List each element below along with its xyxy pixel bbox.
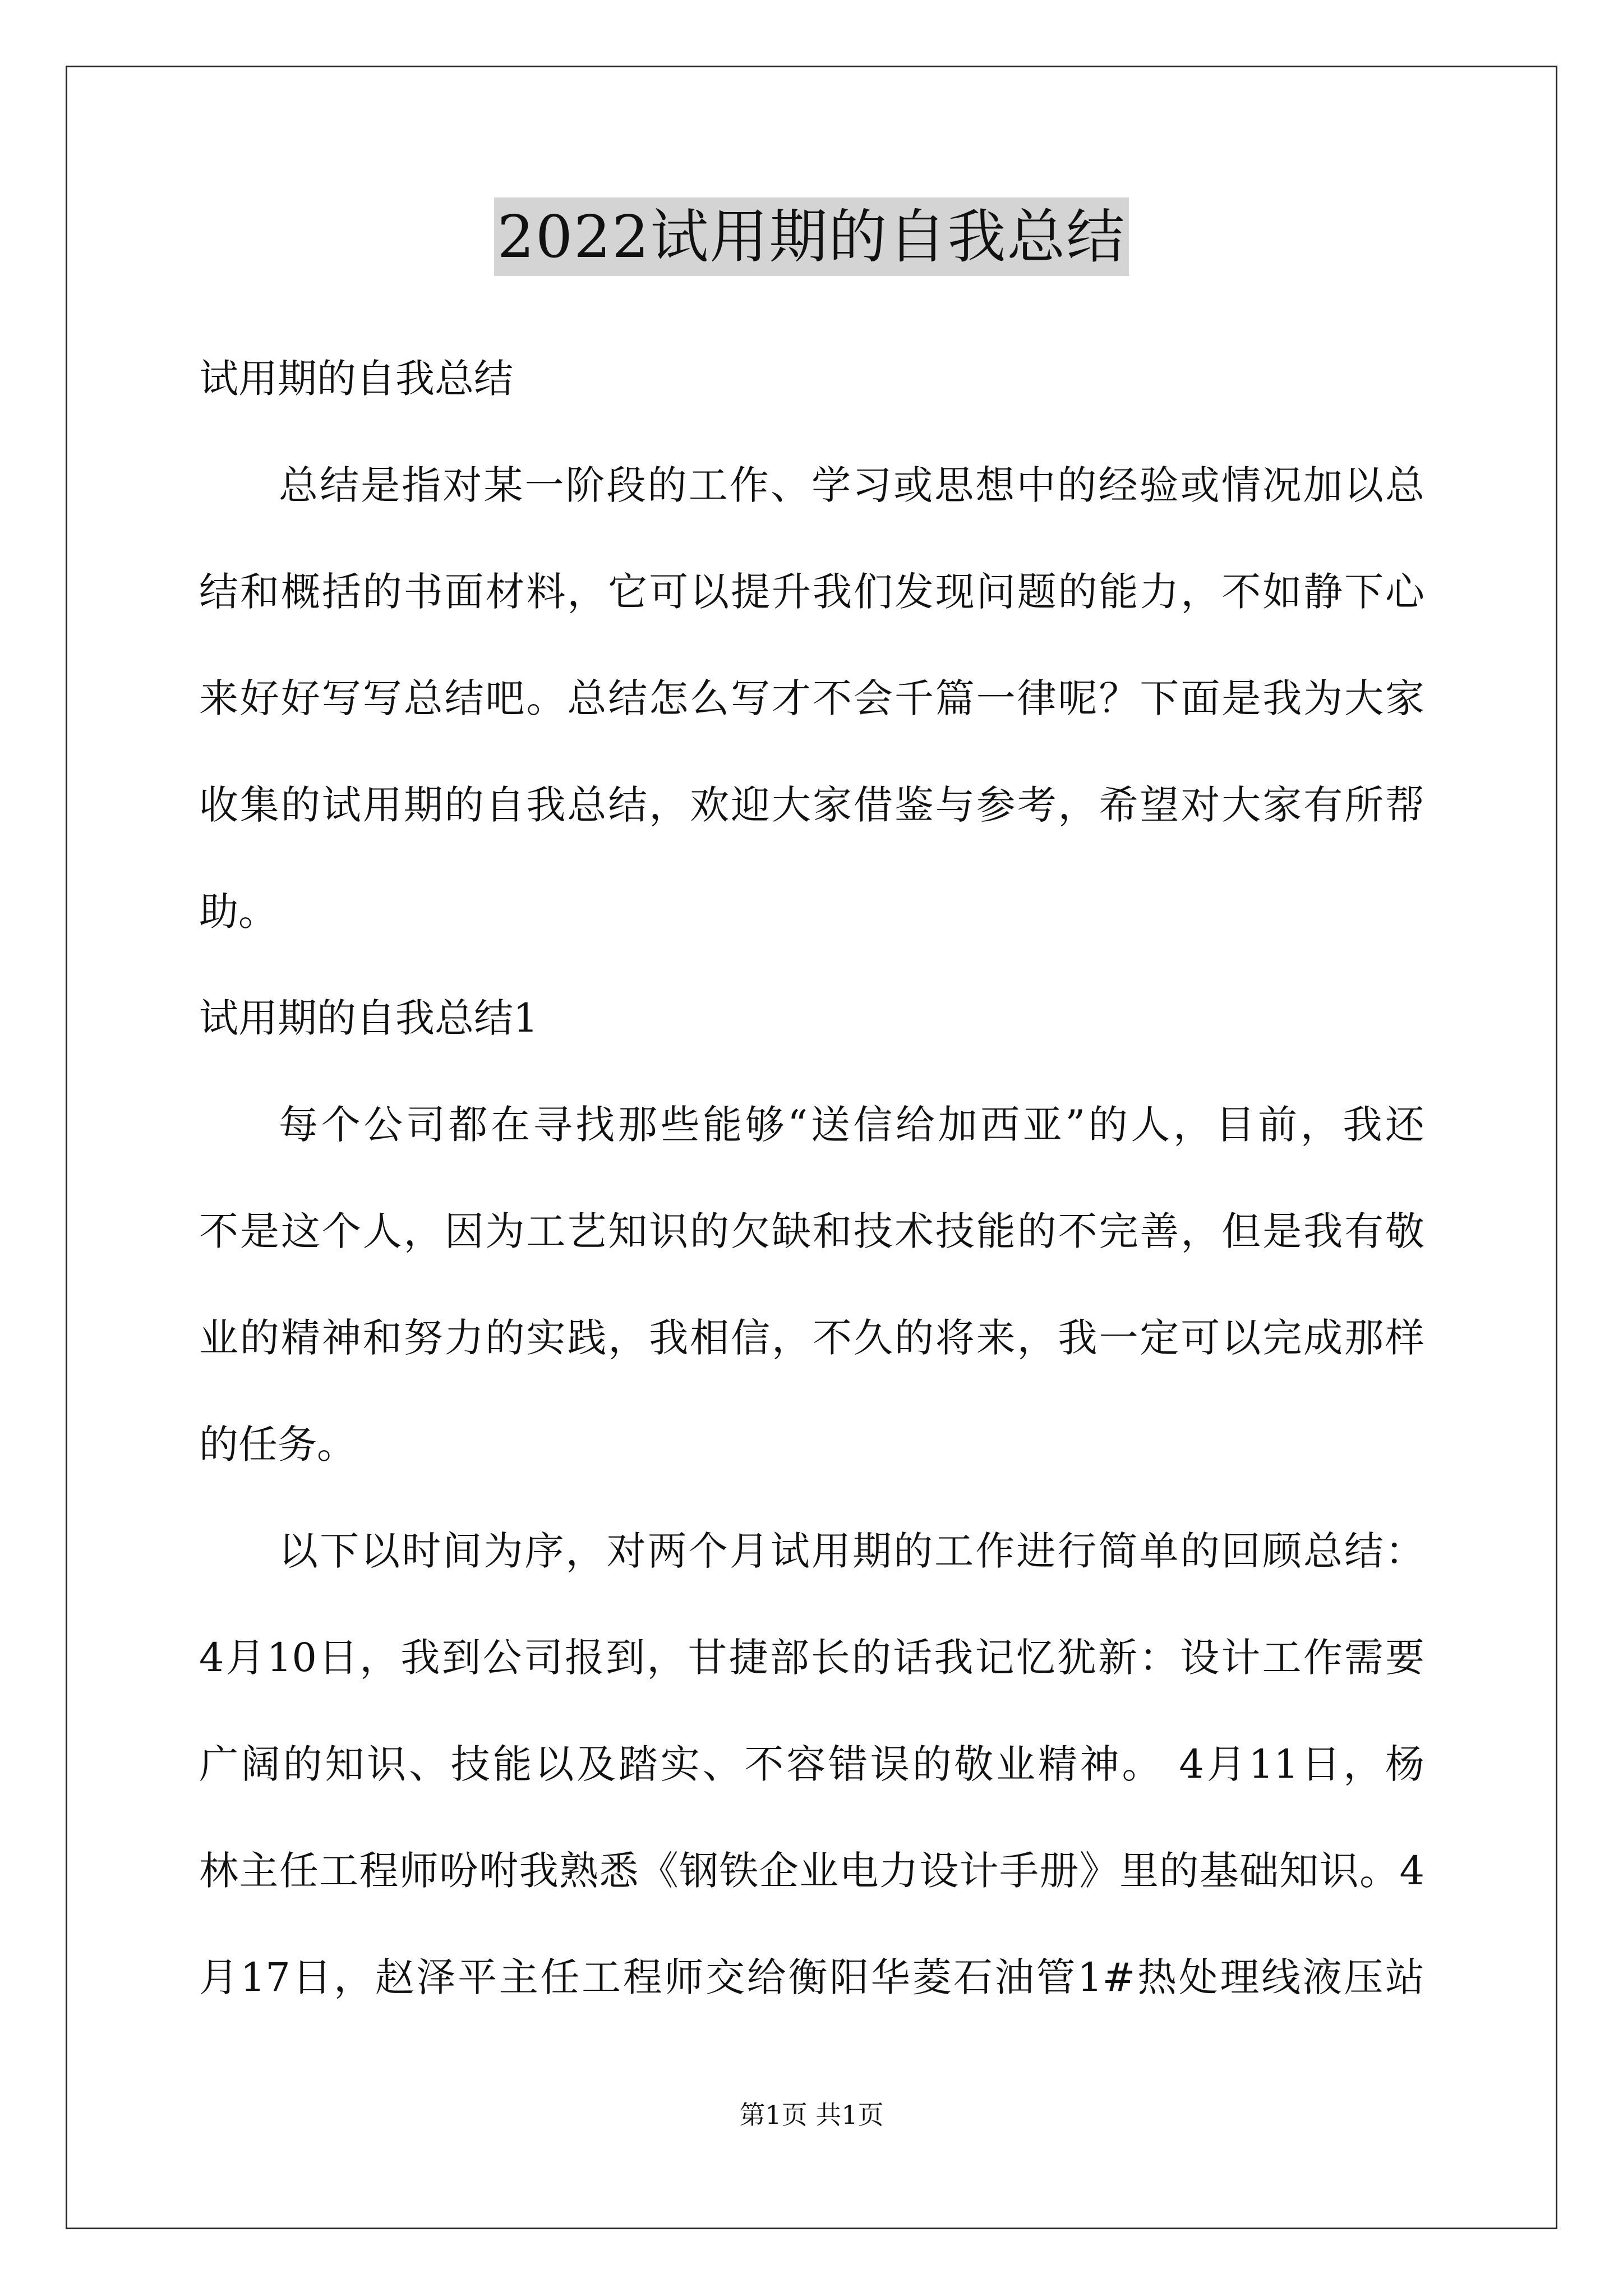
- section-heading: 试用期的自我总结1: [199, 995, 538, 1041]
- paragraph-line: 总结是指对某一阶段的工作、学习或思想中的经验或情况加以总: [279, 462, 1424, 508]
- document-body: [199, 325, 1424, 2031]
- paragraph-line: 收集的试用期的自我总结，欢迎大家借鉴与参考，希望对大家有所帮: [199, 782, 1424, 828]
- paragraph-line: 来好好写写总结吧。总结怎么写才不会千篇一律呢？下面是我为大家: [199, 675, 1424, 721]
- paragraph-line: 不是这个人，因为工艺知识的欠缺和技术技能的不完善，但是我有敬: [199, 1208, 1424, 1254]
- paragraph-line: 的任务。: [199, 1421, 356, 1467]
- paragraph-line: 每个公司都在寻找那些能够“送信给加西亚”的人，目前，我还: [279, 1102, 1424, 1148]
- paragraph-line: 月17日，赵泽平主任工程师交给衡阳华菱石油管1#热处理线液压站: [199, 1954, 1424, 2000]
- paragraph-line: 广阔的知识、技能以及踏实、不容错误的敬业精神。 4月11日，杨: [199, 1741, 1424, 1787]
- page-footer: 第1页 共1页: [739, 2100, 884, 2130]
- section-heading: 试用期的自我总结: [199, 356, 513, 402]
- document-title: 2022试用期的自我总结: [494, 197, 1129, 276]
- paragraph-line: 4月10日，我到公司报到，甘捷部长的话我记忆犹新：设计工作需要: [199, 1635, 1424, 1681]
- paragraph-line: 助。: [199, 889, 278, 935]
- paragraph-line: 结和概括的书面材料，它可以提升我们发现问题的能力，不如静下心: [199, 569, 1424, 615]
- paragraph-line: 林主任工程师吩咐我熟悉《钢铁企业电力设计手册》里的基础知识。4: [199, 1848, 1424, 1894]
- title-container: [0, 197, 1623, 276]
- paragraph-line: 以下以时间为序，对两个月试用期的工作进行简单的回顾总结：: [279, 1528, 1424, 1574]
- paragraph-line: 业的精神和努力的实践，我相信，不久的将来，我一定可以完成那样: [199, 1315, 1424, 1361]
